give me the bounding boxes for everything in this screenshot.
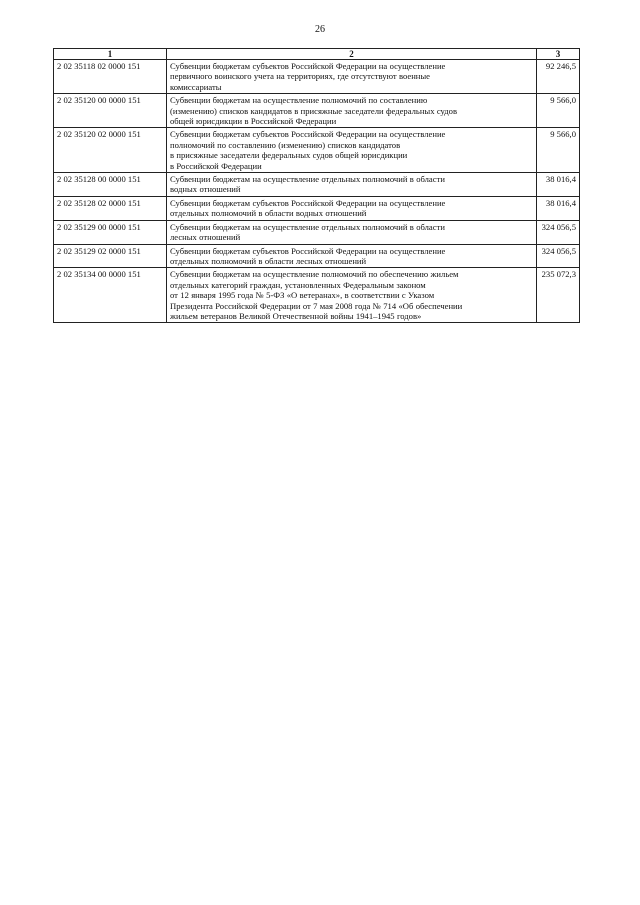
budget-code-cell: 2 02 35128 02 0000 151 — [54, 196, 167, 220]
description-cell — [167, 244, 537, 268]
amount-cell: 38 016,4 — [537, 196, 580, 220]
amount-cell: 9 566,0 — [537, 94, 580, 128]
description-cell — [167, 94, 537, 128]
description-line: в присяжные заседатели федеральных судов общей юрисдикции — [170, 150, 408, 161]
description-cell — [167, 128, 537, 173]
description-line: отдельных категорий граждан, установленных Федеральным законом — [170, 279, 426, 290]
description-line: в Российской Федерации — [170, 160, 262, 171]
amount-cell: 92 246,5 — [537, 60, 580, 94]
description-line: Субвенции бюджетам на осуществление полномочий по обеспечению жильем — [170, 269, 459, 280]
table-row — [54, 94, 580, 128]
amount-cell: 235 072,3 — [537, 268, 580, 323]
description-line: Субвенции бюджетам субъектов Российской Федерации на осуществление — [170, 197, 446, 208]
description-line: комиссариаты — [170, 81, 222, 92]
description-line: жильем ветеранов Великой Отечественной войны 1941–1945 годов» — [170, 310, 422, 321]
description-cell — [167, 60, 537, 94]
description-line: от 12 января 1995 года № 5-ФЗ «О ветеранах», в соответствии с Указом — [170, 290, 435, 301]
amount-cell: 38 016,4 — [537, 173, 580, 197]
description-cell — [167, 196, 537, 220]
budget-code-cell: 2 02 35129 02 0000 151 — [54, 244, 167, 268]
table-row — [54, 128, 580, 173]
description-line: Субвенции бюджетам на осуществление полномочий по составлению — [170, 95, 428, 106]
description-line: Президента Российской Федерации от 7 мая 2008 года № 714 «Об обеспечении — [170, 300, 463, 311]
budget-code-cell: 2 02 35129 00 0000 151 — [54, 220, 167, 244]
budget-code-cell: 2 02 35118 02 0000 151 — [54, 60, 167, 94]
description-line: лесных отношений — [170, 232, 241, 243]
budget-code-cell: 2 02 35128 00 0000 151 — [54, 173, 167, 197]
table-header-row — [54, 49, 580, 60]
description-line: (изменению) списков кандидатов в присяжные заседатели федеральных судов — [170, 105, 458, 116]
description-line: общей юрисдикции в Российской Федерации — [170, 116, 337, 127]
table-row — [54, 196, 580, 220]
description-cell — [167, 173, 537, 197]
description-line: отдельных полномочий в области водных отношений — [170, 208, 367, 219]
description-cell — [167, 220, 537, 244]
amount-cell: 324 056,5 — [537, 244, 580, 268]
header-col-1: 1 — [54, 49, 167, 60]
table-row — [54, 173, 580, 197]
amount-cell: 324 056,5 — [537, 220, 580, 244]
budget-code-cell: 2 02 35120 00 0000 151 — [54, 94, 167, 128]
table-body — [54, 60, 580, 323]
description-line: полномочий по составлению (изменению) списков кандидатов — [170, 139, 401, 150]
amount-cell: 9 566,0 — [537, 128, 580, 173]
description-line: Субвенции бюджетам на осуществление отдельных полномочий в области — [170, 174, 445, 185]
header-col-2: 2 — [167, 49, 537, 60]
description-cell — [167, 268, 537, 323]
description-line: Субвенции бюджетам субъектов Российской Федерации на осуществление — [170, 129, 446, 140]
header-col-3: 3 — [537, 49, 580, 60]
table-row — [54, 60, 580, 94]
budget-table — [53, 48, 580, 323]
description-line: первичного воинского учета на территориях, где отсутствуют военные — [170, 71, 430, 82]
page-number: 26 — [315, 24, 325, 35]
table-row — [54, 220, 580, 244]
description-line: Субвенции бюджетам субъектов Российской Федерации на осуществление — [170, 61, 446, 71]
budget-code-cell: 2 02 35134 00 0000 151 — [54, 268, 167, 323]
budget-code-cell: 2 02 35120 02 0000 151 — [54, 128, 167, 173]
table-row — [54, 268, 580, 323]
description-line: Субвенции бюджетам на осуществление отдельных полномочий в области — [170, 221, 445, 232]
table-row — [54, 244, 580, 268]
description-line: отдельных полномочий в области лесных отношений — [170, 255, 367, 266]
description-line: водных отношений — [170, 184, 241, 195]
description-line: Субвенции бюджетам субъектов Российской Федерации на осуществление — [170, 245, 446, 256]
